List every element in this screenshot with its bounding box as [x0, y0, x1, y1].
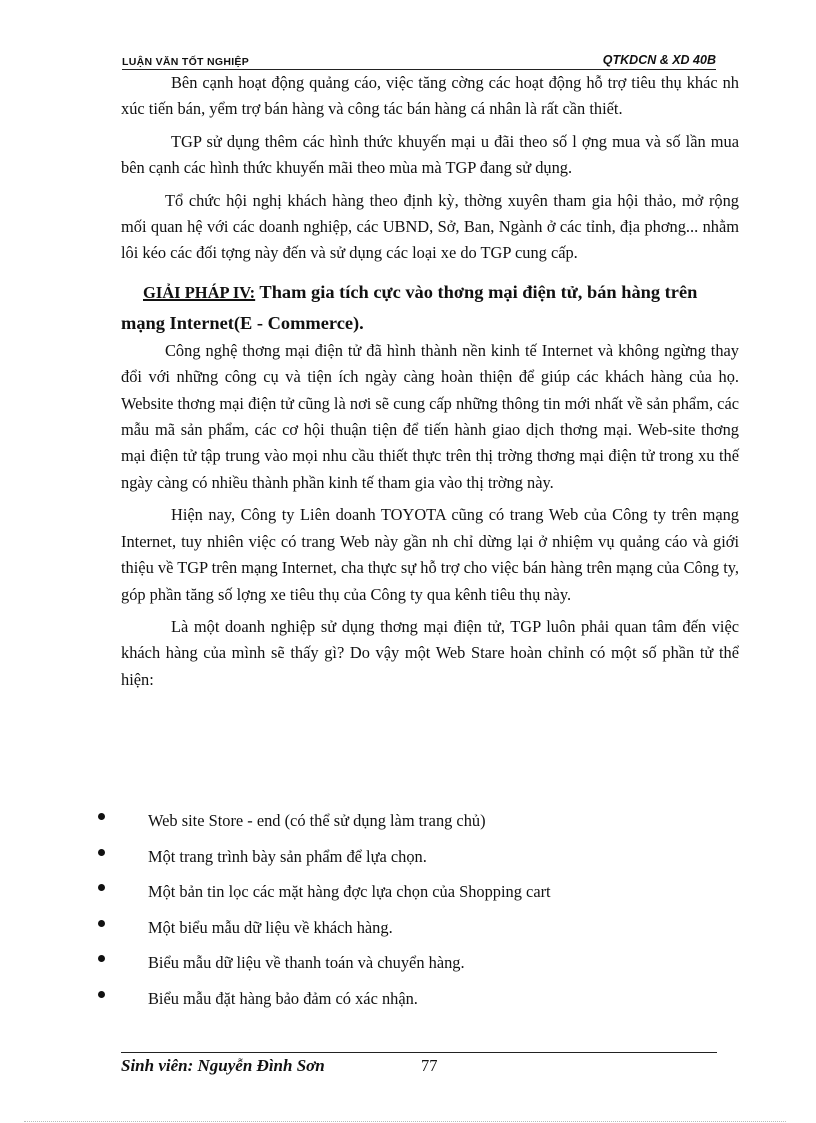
- bullet-icon: [98, 920, 105, 927]
- paragraph-promotion-support: Bên cạnh hoạt động quảng cáo, việc tăng cờng các hoạt động hỗ trợ tiêu thụ khác nh xúc tiến bán, yểm trợ bán hàng và công tác bán hàng cá nhân là rất cần thiết.: [121, 73, 739, 119]
- web-store-elements-list: [98, 808, 738, 1021]
- paragraph-discount-forms: TGP sử dụng thêm các hình thức khuyến mại u đãi theo số l ợng mua và số lần mua bên cạnh các hình thức khuyến mãi theo mùa mà TGP đang sử dụng.: [121, 131, 739, 178]
- bullet-icon: [98, 955, 105, 962]
- header-thesis-title: LUẬN VĂN TỐT NGHIỆP: [122, 56, 250, 68]
- list-item: Một biểu mẫu dữ liệu về khách hàng.: [98, 915, 738, 951]
- page-footer: [121, 1052, 717, 1075]
- page-header: [122, 50, 716, 70]
- bullet-icon: [98, 991, 105, 998]
- footer-student-name: Sinh viên: Nguyễn Đình Sơn: [121, 1056, 325, 1075]
- list-item: Web site Store - end (có thể sử dụng làm trang chủ): [98, 808, 738, 844]
- paragraph-customer-conference: Tổ chức hội nghị khách hàng theo định kỳ, thờng xuyên tham gia hội thảo, mở rộng mối quan hệ với các doanh nghiệp, các UBND, Sở, Ban, Ngành ở các tỉnh, địa phơng... nhằm lôi kéo các đối tợng này đến và sử dụng các loại xe do TGP cung cấp.: [121, 190, 739, 263]
- paragraph-ecommerce-tech: Công nghệ thơng mại điện tử đã hình thành nền kinh tế Internet và không ngừng thay đổi với những công cụ và tiện ích ngày càng hoàn thiện để giúp các khách hàng của họ. Website thơng mại điện tử cũng là nơi sẽ cung cấp những thông tin mới nhất về sản phẩm, các mẫu mã sản phẩm, các cơ hội thuận tiện để tiến hành giao dịch thơng mại. Web-site thơng mại điện tử tập trung vào mọi nhu cầu thiết thực trên thị trờng thơng mại điện tử trong xu thế ngày càng có nhiều thành phần kinh tế tham gia vào thị trờng này.: [121, 340, 739, 492]
- list-item: Biểu mẫu đặt hàng bảo đảm có xác nhận.: [98, 986, 738, 1022]
- list-item: Một trang trình bày sản phẩm để lựa chọn.: [98, 844, 738, 880]
- bullet-icon: [98, 884, 105, 891]
- bullet-icon: [98, 849, 105, 856]
- section-heading: [121, 277, 739, 338]
- header-class-code: QTKDCN & XD 40B: [602, 53, 716, 67]
- page-bottom-dotted-rule: [24, 1121, 786, 1122]
- section-heading-label: GIẢI PHÁP IV:: [143, 282, 256, 302]
- list-item: Biểu mẫu dữ liệu về thanh toán và chuyển hàng.: [98, 950, 738, 986]
- bullet-icon: [98, 813, 105, 820]
- section-heading-text: Tham gia tích cực vào thơng mại điện tử, bán hàng trên mạng Internet(E - Commerce).: [121, 281, 698, 333]
- paragraph-web-store: Là một doanh nghiệp sử dụng thơng mại điện tử, TGP luôn phải quan tâm đến việc khách hàng của mình sẽ thấy gì? Do vậy một Web Stare hoàn chỉnh có một số phần tử thể hiện:: [121, 616, 739, 689]
- paragraph-toyota-website: Hiện nay, Công ty Liên doanh TOYOTA cũng có trang Web của Công ty trên mạng Internet, tuy nhiên việc có trang Web này gần nh chỉ dừng lại ở nhiệm vụ quảng cáo và giới thiệu về TGP trên mạng Internet, cha thực sự hỗ trợ cho việc bán hàng trên mạng của Công ty, góp phần tăng số lợng xe tiêu thụ của Công ty qua kênh tiêu thụ này.: [121, 505, 739, 604]
- list-item: Một bản tin lọc các mặt hàng đợc lựa chọn của Shopping cart: [98, 879, 738, 915]
- page-number: 77: [421, 1056, 438, 1075]
- footer-rule: [121, 1052, 717, 1053]
- document-body: [121, 70, 739, 693]
